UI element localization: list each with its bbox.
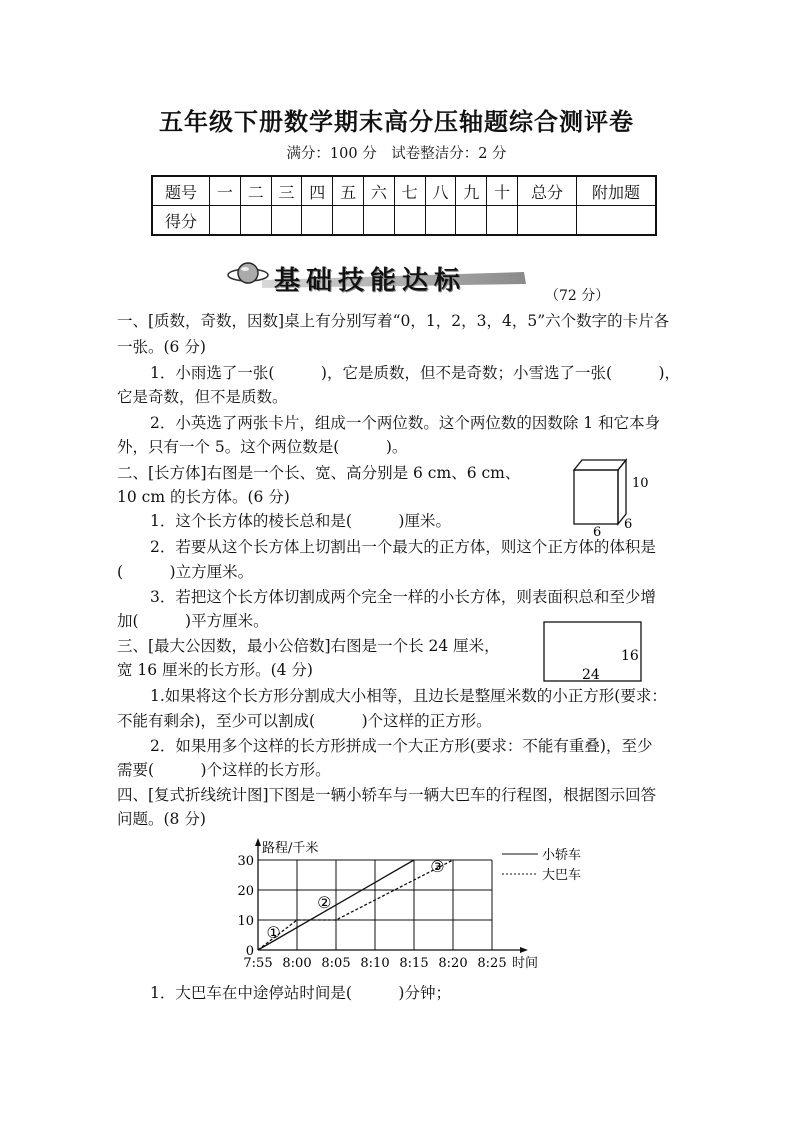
score-header-cell: 总分 [518,176,577,206]
score-cell[interactable] [271,206,302,236]
q1-part1: 1．小雨选了一张( )，它是质数，但不是奇数；小雪选了一张( )， [150,364,681,382]
chart-y-arrow [255,838,261,846]
chart-x-axis-label: 时间 [512,956,539,971]
score-header-cell: 附加题 [577,176,657,206]
q1-part2-cont: 外，只有一个 5。这个两位数是( )。 [117,438,408,456]
score-row-label: 得分 [152,206,210,236]
score-header-cell: 四 [302,176,333,206]
score-table-score-row [152,206,656,236]
q3-part2-cont: 需要( )个这样的长方形。 [117,761,331,779]
page-title: 五年级下册数学期末高分压轴题综合测评卷 [159,108,634,136]
q2-part3: 3．若把这个长方体切割成两个完全一样的小长方体，则表面积总和至少增 [150,588,656,606]
q1-heading: 一、[质数，奇数，因数]桌上有分别写着“0，1，2，3，4，5”六个数字的卡片各 [117,312,670,330]
score-header-cell: 二 [240,176,271,206]
score-header-cell: 题号 [152,176,210,206]
chart-y-tick-label: 0 [245,944,254,959]
score-cell[interactable] [240,206,271,236]
section-banner-label: 基础技能达标 [274,266,467,296]
score-cell[interactable] [425,206,456,236]
q1-part1-cont: 它是奇数，但不是质数。 [117,388,288,406]
q3-part1: 1.如果将这个长方形分割成大小相等，且边长是整厘米数的小正方形(要求： [150,687,667,705]
chart-annotation: ③ [430,857,445,876]
chart-y-tick-label: 30 [237,854,254,869]
chart-x-tick-label: 8:15 [399,956,429,971]
q1-part2: 2．小英选了两张卡片，组成一个两位数。这个两位数的因数除 1 和它本身 [150,414,661,432]
section-banner [226,258,528,296]
rectangle-figure [541,619,645,685]
travel-line-chart [236,834,602,974]
chart-x-tick-label: 8:05 [321,956,351,971]
score-cell[interactable] [577,206,657,236]
q4-heading-cont: 问题。(8 分) [117,810,206,828]
cuboid-figure [566,452,656,536]
q2-heading-cont: 10 cm 的长方体。(6 分) [117,488,290,506]
score-cell[interactable] [363,206,394,236]
cuboid-height-label: 10 [632,476,649,491]
score-cell[interactable] [333,206,364,236]
q2-part2-cont: ( )立方厘米。 [117,563,254,581]
chart-x-arrow [520,947,528,953]
score-header-cell: 一 [210,176,241,206]
score-header-cell: 五 [333,176,364,206]
chart-y-tick-label: 10 [237,914,254,929]
score-header-cell: 三 [271,176,302,206]
score-header-cell: 七 [394,176,425,206]
chart-x-tick-label: 8:10 [360,956,390,971]
rect-length-label: 24 [582,667,600,683]
score-cell[interactable] [487,206,518,236]
q3-part2: 2．如果用多个这样的长方形拼成一个大正方形(要求：不能有重叠)，至少 [150,737,653,755]
score-cell[interactable] [210,206,241,236]
score-header-cell: 九 [456,176,487,206]
legend-car-label: 小轿车 [542,848,582,863]
planet-icon [228,263,268,283]
score-header-cell: 八 [425,176,456,206]
section-points: （72 分） [545,288,610,304]
q2-part3-cont: 加( )平方厘米。 [117,612,269,630]
score-header-cell: 六 [363,176,394,206]
score-table [151,175,657,236]
score-table-header-row [152,176,656,206]
chart-x-tick-label: 7:55 [243,956,273,971]
chart-annotation: ① [266,923,281,942]
score-cell[interactable] [456,206,487,236]
cuboid-width-label: 6 [593,525,602,536]
rect-width-label: 16 [621,648,639,664]
score-header-cell: 十 [487,176,518,206]
score-cell[interactable] [394,206,425,236]
chart-y-tick-label: 20 [237,884,254,899]
bus-series-line [258,860,453,950]
score-cell[interactable] [302,206,333,236]
q2-part2: 2．若要从这个长方体上切割出一个最大的正方体，则这个正方体的体积是 [150,538,656,556]
chart-x-tick-label: 8:00 [282,956,312,971]
score-cell[interactable] [518,206,577,236]
q1-heading-cont: 一张。(6 分) [117,338,206,356]
chart-y-axis-label: 路程/千米 [262,841,319,856]
chart-x-tick-label: 8:25 [477,956,507,971]
q3-part1-cont: 不能有剩余)，至少可以割成( )个这样的正方形。 [117,712,492,730]
q2-heading: 二、[长方体]右图是一个长、宽、高分别是 6 cm、6 cm、 [117,464,521,482]
cuboid-depth-label: 6 [624,517,633,532]
q4-part1: 1．大巴车在中途停站时间是( )分钟； [150,984,451,1002]
chart-annotation: ② [317,893,332,912]
q3-heading-cont: 宽 16 厘米的长方形。(4 分) [117,661,313,679]
page-subtitle: 满分：100 分 试卷整洁分：2 分 [286,146,507,162]
q3-heading: 三、[最大公因数，最小公倍数]右图是一个长 24 厘米， [117,637,500,655]
q2-part1: 1．这个长方体的棱长总和是( )厘米。 [150,512,451,530]
legend-bus-label: 大巴车 [542,868,582,883]
q4-heading: 四、[复式折线统计图]下图是一辆小轿车与一辆大巴车的行程图，根据图示回答 [117,786,657,804]
chart-x-tick-label: 8:20 [438,956,468,971]
